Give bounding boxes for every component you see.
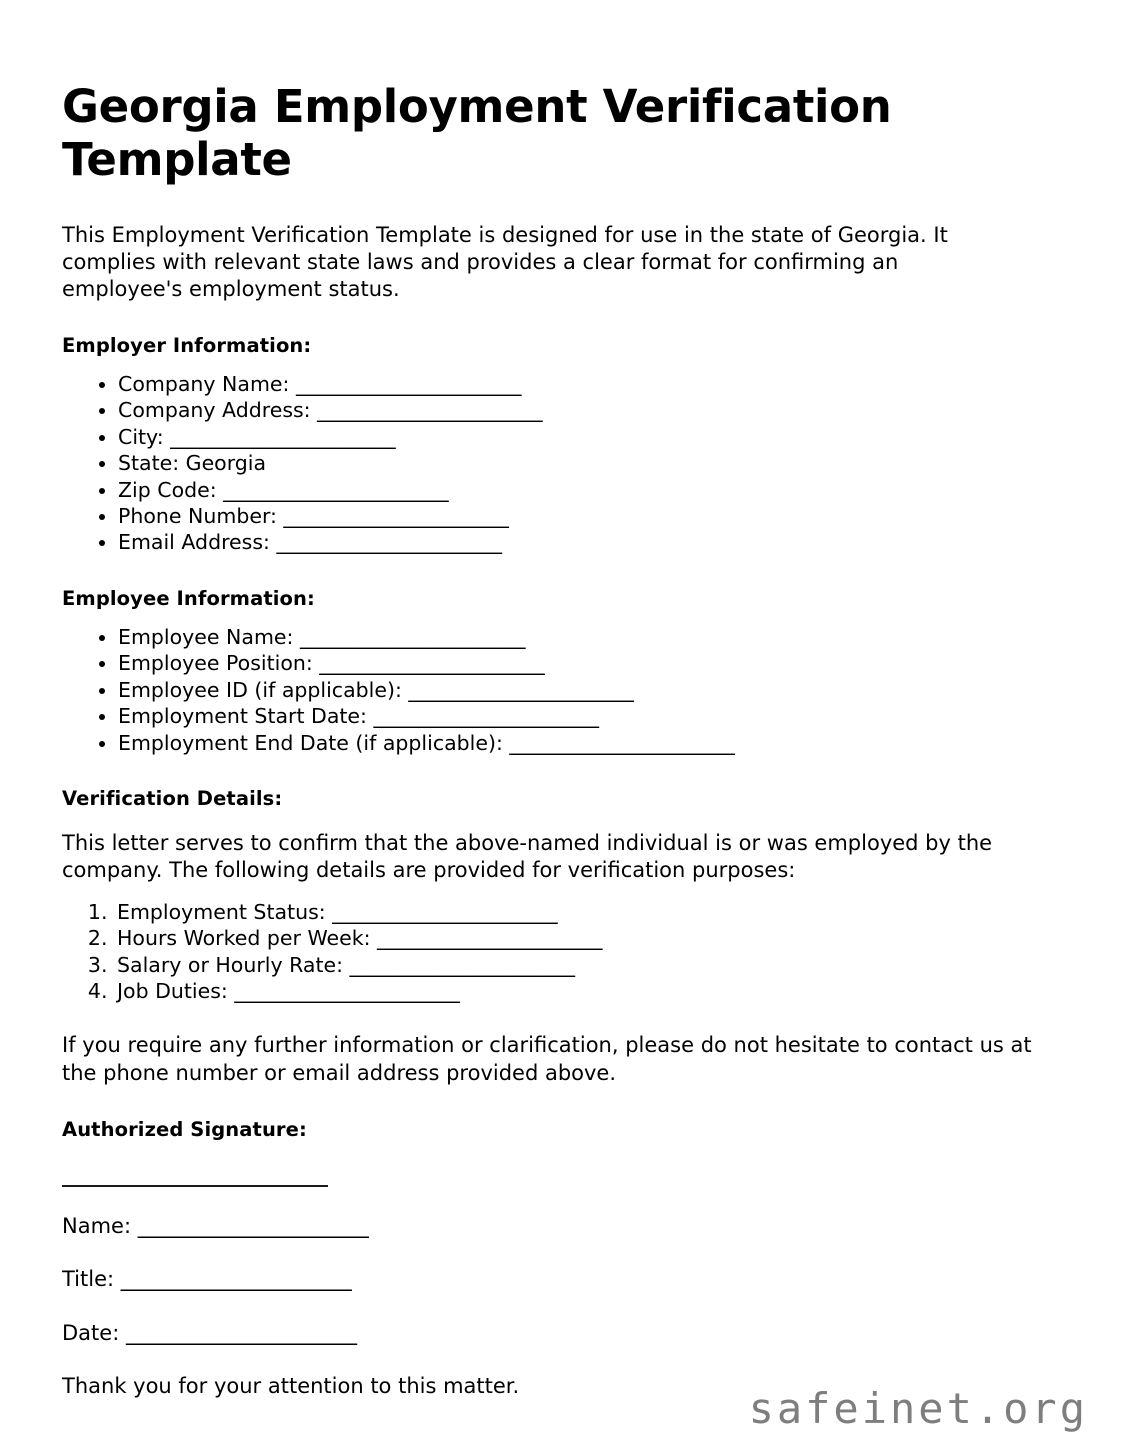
list-item: 2. Hours Worked per Week: ______________________ bbox=[114, 925, 1062, 951]
signature-title-field: Title: ______________________ bbox=[62, 1267, 352, 1292]
list-item: • Company Name: ______________________ bbox=[118, 371, 1062, 397]
employee-information-list bbox=[62, 624, 1062, 756]
list-item: 4. Job Duties: ______________________ bbox=[114, 978, 1062, 1004]
signature-line bbox=[62, 1185, 328, 1187]
list-item: • Employment Start Date: ______________________ bbox=[118, 703, 1062, 729]
list-item: 3. Salary or Hourly Rate: ______________________ bbox=[114, 952, 1062, 978]
intro-paragraph: This Employment Verification Template is designed for use in the state of Georgia. It complies with relevant state laws and provides a clear format for confirming an employee's employment status. bbox=[62, 223, 948, 301]
list-item: • Employee ID (if applicable): ______________________ bbox=[118, 677, 1062, 703]
verification-details-heading: Verification Details: bbox=[62, 787, 283, 811]
list-item: • Zip Code: ______________________ bbox=[118, 477, 1062, 503]
list-item: • Company Address: ______________________ bbox=[118, 397, 1062, 423]
verification-intro-paragraph: This letter serves to confirm that the above-named individual is or was employed by the company. The following details are provided for verification purposes: bbox=[62, 831, 993, 883]
list-item: • Employment End Date (if applicable): ______________________ bbox=[118, 730, 1062, 756]
employee-information-heading: Employee Information: bbox=[62, 586, 315, 610]
list-item: • Employee Position: ______________________ bbox=[118, 650, 1062, 676]
list-item: 1. Employment Status: ______________________ bbox=[114, 899, 1062, 925]
list-item: • Email Address: ______________________ bbox=[118, 529, 1062, 555]
list-item: • State: Georgia bbox=[118, 450, 1062, 476]
employer-information-heading: Employer Information: bbox=[62, 333, 312, 357]
signature-name-field: Name: ______________________ bbox=[62, 1214, 369, 1238]
list-item: • Employee Name: ______________________ bbox=[118, 624, 1062, 650]
verification-details-list bbox=[62, 899, 1062, 1005]
page-title: Georgia Employment Verification Template bbox=[62, 80, 892, 187]
closing-paragraph: Thank you for your attention to this matter. bbox=[62, 1373, 520, 1398]
authorized-signature-heading: Authorized Signature: bbox=[62, 1118, 307, 1141]
contact-note-paragraph: If you require any further information or clarification, please do not hesitate to contact us at the phone number or email address provided above. bbox=[62, 1033, 1032, 1085]
employer-information-list bbox=[62, 371, 1062, 556]
list-item: • City: ______________________ bbox=[118, 424, 1062, 450]
list-item: • Phone Number: ______________________ bbox=[118, 503, 1062, 529]
watermark: safeinet.org bbox=[748, 1384, 1088, 1433]
signature-date-field: Date: ______________________ bbox=[62, 1320, 357, 1345]
